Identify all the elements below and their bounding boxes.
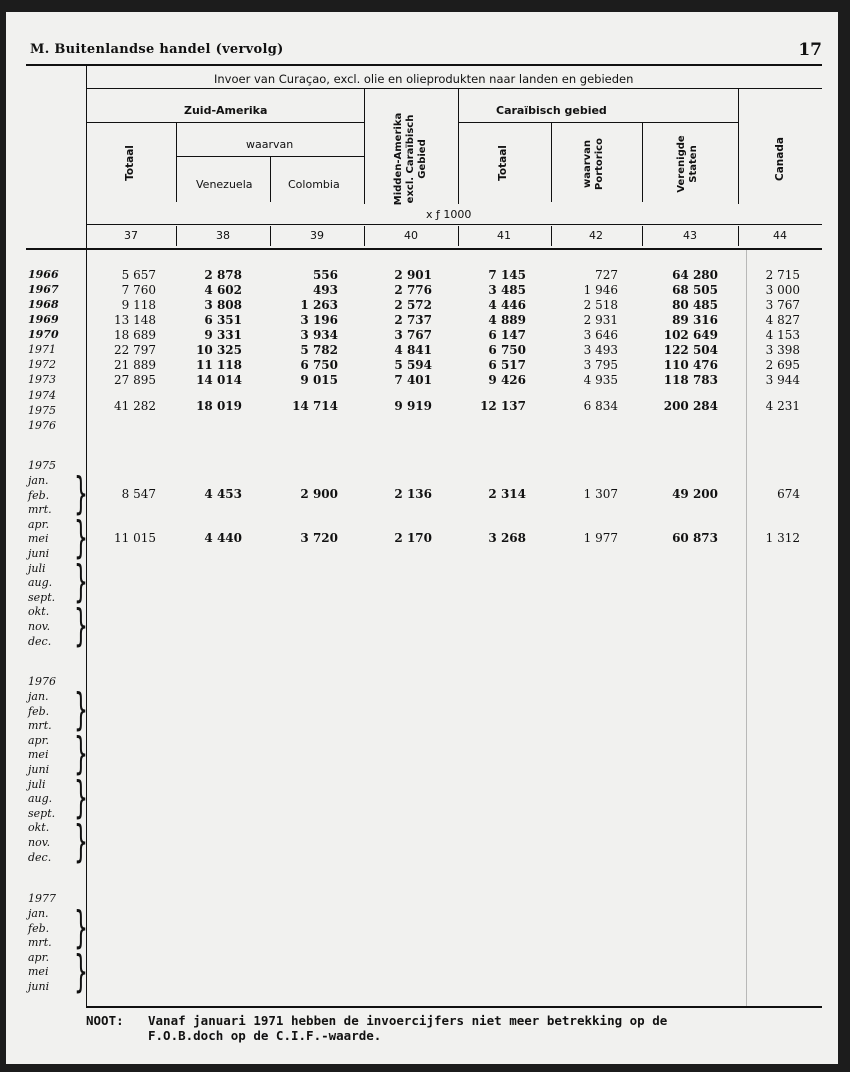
table-cell: 14 714 xyxy=(292,399,338,413)
table-cell: 9 426 xyxy=(488,373,526,387)
num-div-7 xyxy=(738,226,739,246)
note-label: NOOT: xyxy=(86,1013,124,1028)
month-label-1976-12: dec. xyxy=(28,850,52,864)
table-cell: 7 145 xyxy=(488,268,526,282)
table-cell: 2 715 xyxy=(765,268,800,282)
table-cell: 11 015 xyxy=(114,531,156,545)
south-america-heading: Zuid-Amerika xyxy=(184,104,268,117)
table-cell: 1 263 xyxy=(300,298,338,312)
col-42-label: waarvan Portorico xyxy=(582,138,605,190)
month-label-1975-5: mei xyxy=(28,532,49,546)
table-cell: 4 841 xyxy=(394,343,432,357)
num-div-4 xyxy=(458,226,459,246)
row-label-1973: 1973 xyxy=(28,373,56,386)
table-cell: 110 476 xyxy=(663,358,718,372)
hdr-div-7 xyxy=(738,88,739,204)
table-cell: 3 944 xyxy=(765,373,800,387)
table-cell: 3 398 xyxy=(765,343,800,357)
col-43-label: Verenigde Staten xyxy=(676,135,699,193)
row-label-1970: 1970 xyxy=(28,328,59,341)
table-cell: 118 783 xyxy=(663,373,718,387)
column-number-40: 40 xyxy=(404,229,418,242)
table-cell: 4 231 xyxy=(765,399,800,413)
table-cell: 9 015 xyxy=(300,373,338,387)
table-cell: 5 594 xyxy=(394,358,432,372)
table-cell: 10 325 xyxy=(196,343,242,357)
table-cell: 2 314 xyxy=(488,487,526,501)
table-cell: 11 118 xyxy=(196,358,242,372)
column-number-38: 38 xyxy=(216,229,230,242)
table-cell: 2 900 xyxy=(300,487,338,501)
month-label-1975-10: okt. xyxy=(28,605,50,619)
table-cell: 6 517 xyxy=(488,358,526,372)
table-cell: 3 493 xyxy=(583,343,618,357)
table-cell: 4 440 xyxy=(204,531,242,545)
col-colombia-label: Colombia xyxy=(288,178,340,191)
table-cell: 3 485 xyxy=(488,283,526,297)
note-line-1: Vanaf januari 1971 hebben de invoercijfers niet meer betrekking op de xyxy=(148,1013,668,1028)
table-bottom-rule xyxy=(86,1006,822,1008)
table-cell: 2 776 xyxy=(394,283,432,297)
table-cell: 14 014 xyxy=(196,373,242,387)
column-number-43: 43 xyxy=(683,229,697,242)
table-cell: 41 282 xyxy=(114,399,156,413)
row-label-1971: 1971 xyxy=(28,343,56,356)
month-label-1976-6: juni xyxy=(28,763,50,776)
faint-col-line xyxy=(746,250,747,1006)
caribbean-heading: Caraïbisch gebied xyxy=(496,104,607,117)
document-page xyxy=(6,12,838,1064)
hdr-div-5 xyxy=(551,122,552,202)
table-cell: 27 895 xyxy=(114,373,156,387)
month-label-1977-3: mrt. xyxy=(28,936,52,950)
quarter-brace-8: } xyxy=(74,818,88,868)
table-cell: 12 137 xyxy=(480,399,526,413)
month-label-1975-2: feb. xyxy=(28,488,50,502)
table-cell: 6 351 xyxy=(204,313,242,327)
table-cell: 3 767 xyxy=(765,298,800,312)
note-line-2: F.O.B.doch op de C.I.F.-waarde. xyxy=(148,1028,382,1043)
table-cell: 4 935 xyxy=(583,373,618,387)
table-cell: 6 834 xyxy=(583,399,618,413)
table-cell: 2 518 xyxy=(583,298,618,312)
month-label-1975-1: jan. xyxy=(28,474,49,487)
table-cell: 4 153 xyxy=(765,328,800,342)
row-label-1969: 1969 xyxy=(28,313,59,326)
table-cell: 8 547 xyxy=(121,487,156,501)
quarter-brace-3: } xyxy=(74,558,88,608)
heading-rule xyxy=(86,88,822,89)
table-cell: 13 148 xyxy=(114,313,156,327)
table-cell: 3 268 xyxy=(488,531,526,545)
table-cell: 200 284 xyxy=(663,399,718,413)
table-cell: 9 118 xyxy=(121,298,156,312)
column-number-41: 41 xyxy=(497,229,511,242)
table-cell: 2 931 xyxy=(583,313,618,327)
month-label-1977-5: mei xyxy=(28,965,49,979)
table-cell: 2 170 xyxy=(394,531,432,545)
table-cell: 89 316 xyxy=(672,313,718,327)
quarter-brace-6: } xyxy=(74,730,88,780)
table-cell: 9 331 xyxy=(204,328,242,342)
num-div-5 xyxy=(551,226,552,246)
column-number-44: 44 xyxy=(773,229,787,242)
num-div-2 xyxy=(270,226,271,246)
column-number-37: 37 xyxy=(124,229,138,242)
col-37-label: Totaal xyxy=(124,145,136,181)
table-cell: 3 000 xyxy=(765,283,800,297)
table-cell: 2 901 xyxy=(394,268,432,282)
hdr-div-3 xyxy=(364,88,365,204)
row-label-1974: 1974 xyxy=(28,389,56,402)
hdr-div-2 xyxy=(270,156,271,202)
table-cell: 3 720 xyxy=(300,531,338,545)
month-label-1975-7: juli xyxy=(28,561,46,575)
row-label-1966: 1966 xyxy=(28,268,59,281)
table-cell: 4 602 xyxy=(204,283,242,297)
page-number: 17 xyxy=(798,40,822,60)
month-label-1976-2: feb. xyxy=(28,704,50,718)
col-44-label: Canada xyxy=(774,137,786,181)
table-cell: 60 873 xyxy=(672,531,718,545)
month-label-1976-8: aug. xyxy=(28,792,53,806)
table-cell: 64 280 xyxy=(672,268,718,282)
col-venezuela-label: Venezuela xyxy=(196,178,253,191)
table-cell: 727 xyxy=(595,268,618,282)
block-year-1976: 1976 xyxy=(28,675,56,688)
table-cell: 674 xyxy=(777,487,800,501)
unit-label: x ƒ 1000 xyxy=(426,208,472,221)
table-cell: 3 646 xyxy=(583,328,618,342)
table-cell: 3 196 xyxy=(300,313,338,327)
table-cell: 102 649 xyxy=(663,328,718,342)
table-cell: 1 977 xyxy=(583,531,618,545)
table-cell: 1 307 xyxy=(583,487,618,501)
month-label-1976-11: nov. xyxy=(28,836,51,849)
month-label-1977-6: juni xyxy=(28,980,50,993)
table-cell: 18 689 xyxy=(114,328,156,342)
quarter-brace-7: } xyxy=(74,774,88,824)
table-cell: 6 147 xyxy=(488,328,526,342)
month-label-1975-8: aug. xyxy=(28,576,53,590)
table-cell: 22 797 xyxy=(114,343,156,357)
table-cell: 2 737 xyxy=(394,313,432,327)
block-year-1975: 1975 xyxy=(28,459,56,472)
table-cell: 4 446 xyxy=(488,298,526,312)
month-label-1975-3: mrt. xyxy=(28,503,52,517)
month-label-1976-3: mrt. xyxy=(28,719,52,733)
row-label-1975: 1975 xyxy=(28,404,56,417)
num-div-3 xyxy=(364,226,365,246)
month-label-1976-1: jan. xyxy=(28,690,49,703)
table-cell: 1 312 xyxy=(765,531,800,545)
table-cell: 556 xyxy=(312,268,338,282)
col-40-label: Midden-Amerika excl. Caraïbisch Gebied xyxy=(393,112,428,206)
header-rule xyxy=(26,64,822,66)
table-cell: 493 xyxy=(312,283,338,297)
quarter-brace-4: } xyxy=(74,602,88,652)
month-label-1976-9: sept. xyxy=(28,806,56,820)
table-cell: 6 750 xyxy=(488,343,526,357)
table-cell: 3 795 xyxy=(583,358,618,372)
month-label-1977-2: feb. xyxy=(28,921,50,935)
month-label-1977-1: jan. xyxy=(28,907,49,920)
table-cell: 4 889 xyxy=(488,313,526,327)
month-label-1975-6: juni xyxy=(28,547,50,560)
quarter-brace-1: } xyxy=(74,470,88,520)
main-heading: Invoer van Curaçao, excl. olie en olieprodukten naar landen en gebieden xyxy=(214,72,634,86)
row-label-1972: 1972 xyxy=(28,358,56,371)
quarter-brace-10: } xyxy=(74,948,88,998)
month-label-1975-4: apr. xyxy=(28,517,50,531)
month-label-1976-5: mei xyxy=(28,748,49,762)
quarter-brace-9: } xyxy=(74,904,88,954)
table-cell: 9 919 xyxy=(394,399,432,413)
table-cell: 2 695 xyxy=(765,358,800,372)
hdr-div-1 xyxy=(176,122,177,202)
column-number-42: 42 xyxy=(589,229,603,242)
row-label-1967: 1967 xyxy=(28,283,59,296)
num-div-1 xyxy=(176,226,177,246)
table-cell: 21 889 xyxy=(114,358,156,372)
table-cell: 3 934 xyxy=(300,328,338,342)
block-year-1977: 1977 xyxy=(28,892,56,905)
table-cell: 7 760 xyxy=(121,283,156,297)
page-header-title: M. Buitenlandse handel (vervolg) xyxy=(30,42,284,57)
table-cell: 6 750 xyxy=(300,358,338,372)
table-cell: 80 485 xyxy=(672,298,718,312)
table-cell: 122 504 xyxy=(663,343,718,357)
table-cell: 2 878 xyxy=(204,268,242,282)
colnum-bottom-rule xyxy=(26,248,822,250)
row-label-1976: 1976 xyxy=(28,419,56,432)
hdr-div-6 xyxy=(642,122,643,202)
num-div-6 xyxy=(642,226,643,246)
table-cell: 68 505 xyxy=(672,283,718,297)
table-cell: 7 401 xyxy=(394,373,432,387)
month-label-1975-12: dec. xyxy=(28,634,52,648)
month-label-1975-9: sept. xyxy=(28,590,56,604)
table-cell: 4 827 xyxy=(765,313,800,327)
table-cell: 2 136 xyxy=(394,487,432,501)
table-cell: 1 946 xyxy=(583,283,618,297)
table-cell: 18 019 xyxy=(196,399,242,413)
colnum-top-rule xyxy=(86,224,822,225)
month-label-1976-7: juli xyxy=(28,777,46,791)
row-label-1968: 1968 xyxy=(28,298,59,311)
quarter-brace-2: } xyxy=(74,514,88,564)
month-label-1977-4: apr. xyxy=(28,950,50,964)
month-label-1976-4: apr. xyxy=(28,733,50,747)
table-cell: 5 782 xyxy=(300,343,338,357)
table-cell: 2 572 xyxy=(394,298,432,312)
month-label-1976-10: okt. xyxy=(28,821,50,835)
table-cell: 4 453 xyxy=(204,487,242,501)
table-cell: 5 657 xyxy=(121,268,156,282)
hdr-div-4 xyxy=(458,88,459,204)
table-cell: 49 200 xyxy=(672,487,718,501)
column-number-39: 39 xyxy=(310,229,324,242)
month-label-1975-11: nov. xyxy=(28,620,51,633)
table-cell: 3 808 xyxy=(204,298,242,312)
quarter-brace-5: } xyxy=(74,686,88,736)
col-41-label: Totaal xyxy=(497,145,509,181)
table-cell: 3 767 xyxy=(394,328,432,342)
waarvan-heading: waarvan xyxy=(246,138,294,151)
